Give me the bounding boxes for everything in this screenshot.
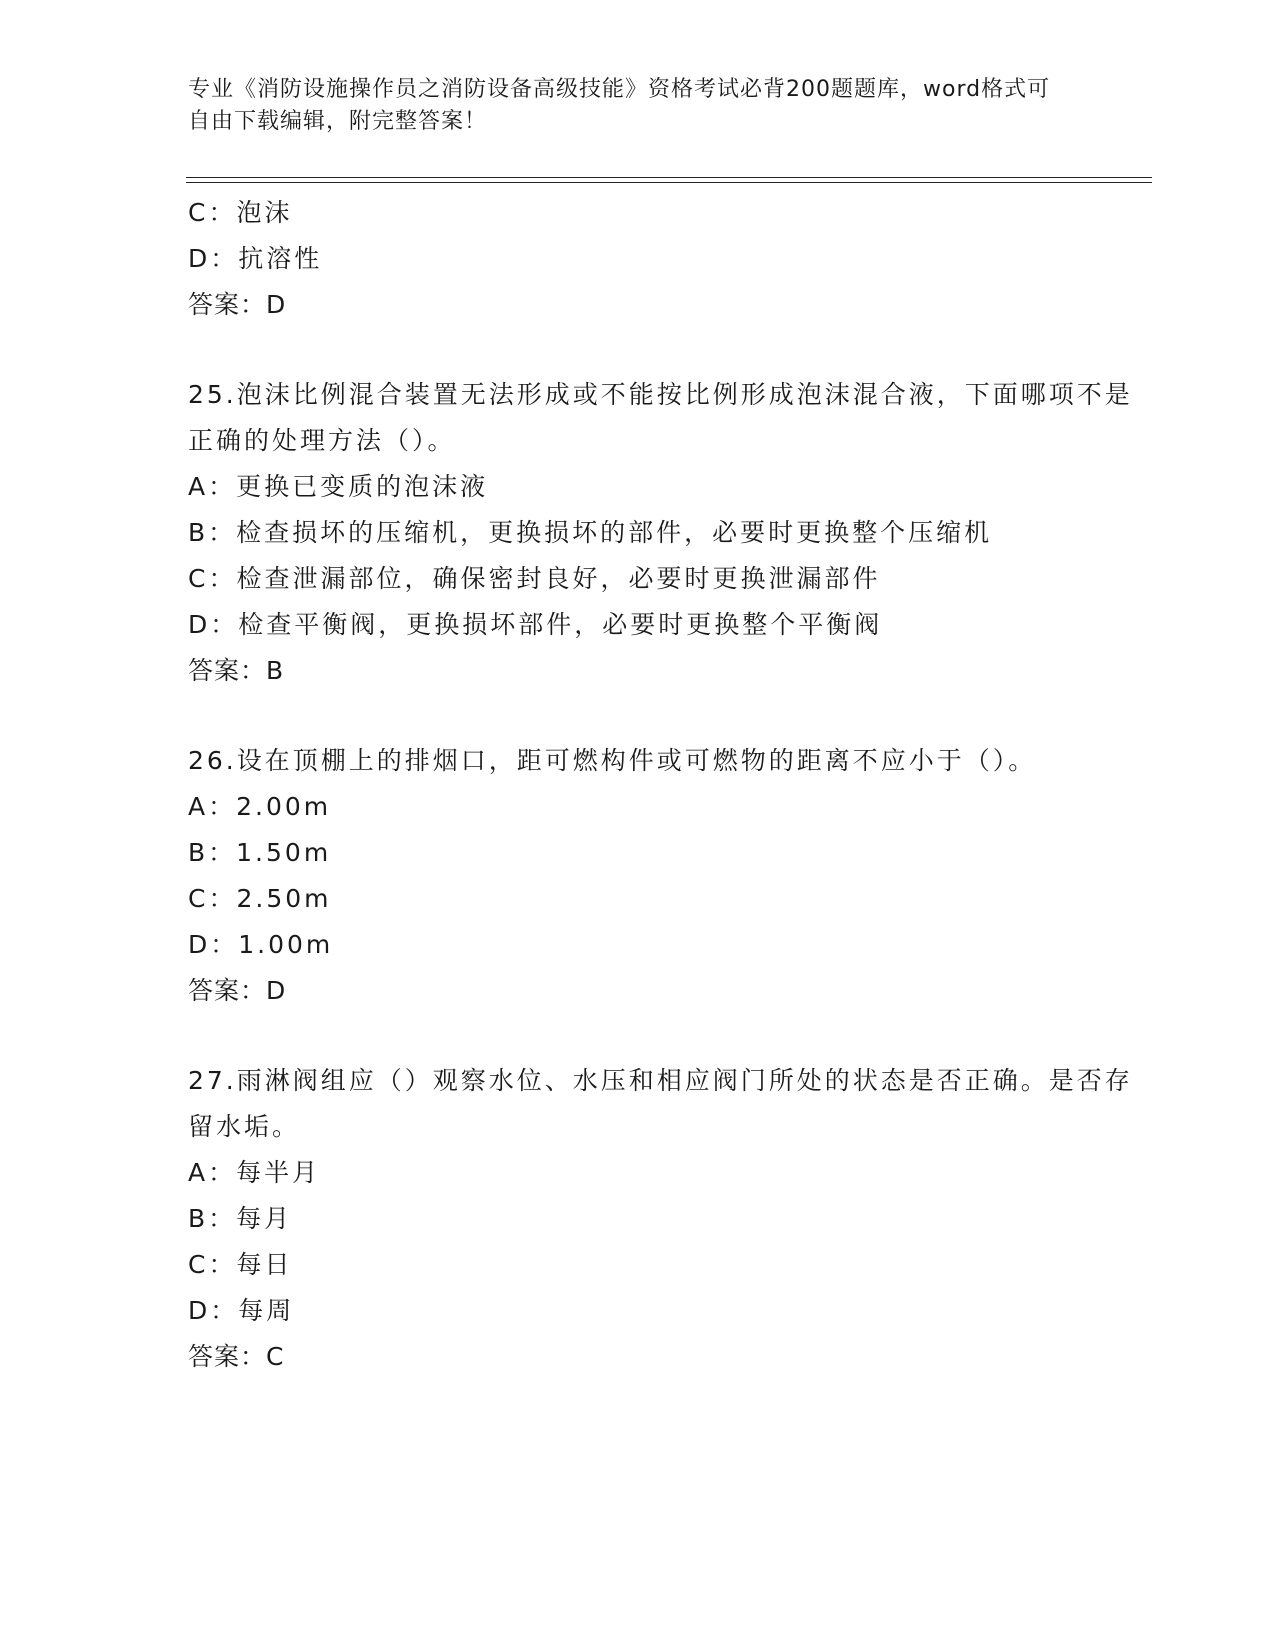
question-number: 25.: [188, 380, 237, 409]
option-c: C：检查泄漏部位，确保密封良好，必要时更换泄漏部件: [188, 564, 881, 593]
answer-line: 答案：D: [188, 976, 287, 1005]
option-d: D：1.00m: [188, 930, 334, 959]
header-rule-bottom: [186, 182, 1152, 183]
answer-line: 答案：C: [188, 1342, 285, 1371]
answer-line: 答案：B: [188, 656, 285, 685]
question-list: [188, 190, 1148, 1380]
option-b: B：检查损坏的压缩机，更换损坏的部件，必要时更换整个压缩机: [188, 518, 993, 547]
option-d: D：每周: [188, 1296, 295, 1325]
question-number: 27.: [188, 1066, 237, 1095]
question-27: [188, 1058, 1148, 1380]
document-header: [188, 74, 1068, 138]
question-text: 25.泡沫比例混合装置无法形成或不能按比例形成泡沫混合液，下面哪项不是正确的处理方法（）。: [188, 380, 1133, 455]
question-number: 26.: [188, 746, 237, 775]
question-text: 27.雨淋阀组应（）观察水位、水压和相应阀门所处的状态是否正确。是否存留水垢。: [188, 1066, 1133, 1141]
option-c: C：每日: [188, 1250, 293, 1279]
option-d: D：检查平衡阀，更换损坏部件，必要时更换整个平衡阀: [188, 610, 883, 639]
option-a: A：更换已变质的泡沫液: [188, 472, 489, 501]
option-a: A：2.00m: [188, 792, 332, 821]
option-b: B：1.50m: [188, 838, 332, 867]
option-a: A：每半月: [188, 1158, 321, 1187]
option-c: C：泡沫: [188, 198, 293, 227]
header-rule-top: [186, 177, 1152, 178]
option-b: B：每月: [188, 1204, 293, 1233]
option-d: D：抗溶性: [188, 244, 323, 273]
question-text: 26.设在顶棚上的排烟口，距可燃构件或可燃物的距离不应小于（）。: [188, 746, 1037, 775]
question-25: [188, 372, 1148, 694]
header-title: 专业《消防设施操作员之消防设备高级技能》资格考试必背200题题库，word格式可自由下载编辑，附完整答案！: [188, 77, 1051, 134]
prev-question-tail: [188, 190, 1148, 328]
question-26: [188, 738, 1148, 1014]
answer-line: 答案：D: [188, 290, 287, 319]
option-c: C：2.50m: [188, 884, 332, 913]
